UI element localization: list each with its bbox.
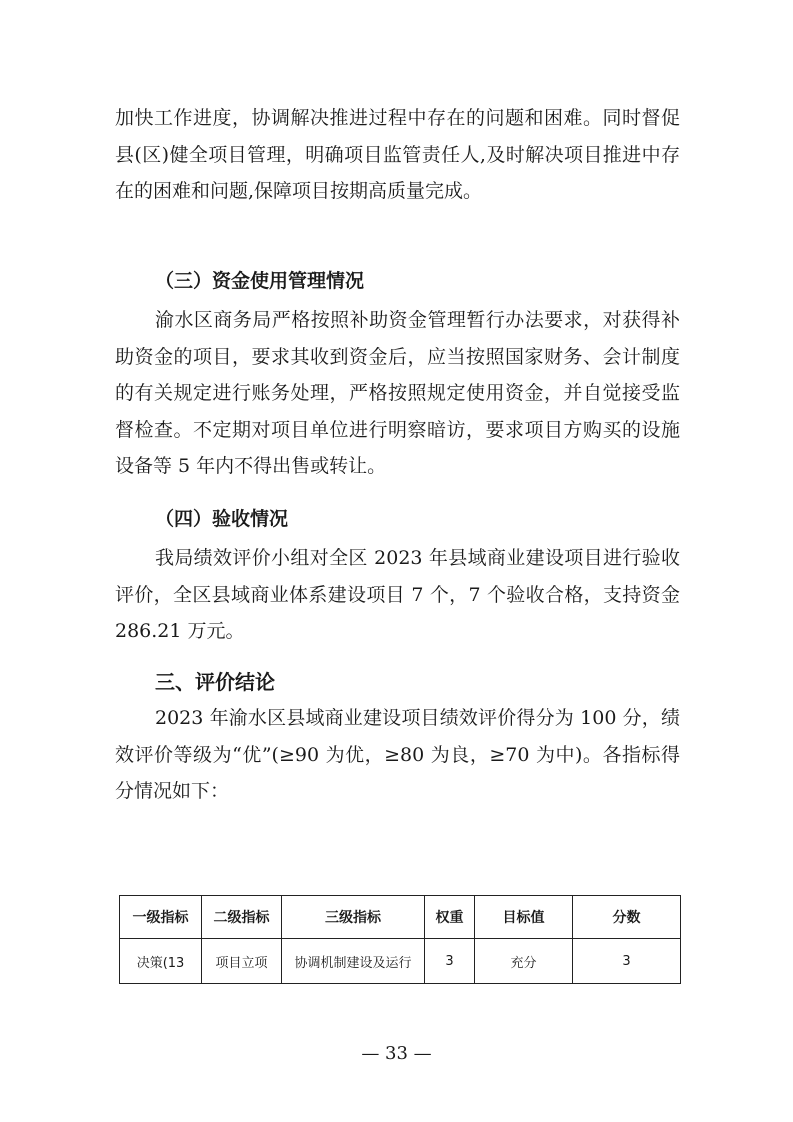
heading-fund-management: （三）资金使用管理情况 xyxy=(155,270,365,292)
heading-acceptance: （四）验收情况 xyxy=(155,508,289,530)
table-header-cell: 目标值 xyxy=(475,896,573,939)
table-cell: 充分 xyxy=(475,939,573,984)
table-row xyxy=(120,939,681,984)
table-header-cell: 一级指标 xyxy=(120,896,202,939)
table-cell: 3 xyxy=(573,939,681,984)
section-title-conclusion: 三、评价结论 xyxy=(155,670,275,694)
table-header-cell: 分数 xyxy=(573,896,681,939)
table-cell: 决策(13 xyxy=(120,939,202,984)
table-cell: 3 xyxy=(425,939,475,984)
page-number: — 33 — xyxy=(361,1043,432,1064)
table-header-cell: 权重 xyxy=(425,896,475,939)
table-cell: 项目立项 xyxy=(202,939,282,984)
paragraph-progress: 加快工作进度，协调解决推进过程中存在的问题和困难。同时督促县(区)健全项目管理，明确项目监管责任人,及时解决项目推进中存在的困难和问题,保障项目按期高质量完成。 xyxy=(115,107,680,202)
table-header-cell: 三级指标 xyxy=(282,896,425,939)
table-header-cell: 二级指标 xyxy=(202,896,282,939)
table-header-row xyxy=(120,896,681,939)
paragraph-conclusion: 2023 年渝水区县域商业建设项目绩效评价得分为 100 分，绩效评价等级为“优”(≥90 为优，≥80 为良，≥70 为中)。各指标得分情况如下： xyxy=(115,707,680,802)
score-table xyxy=(119,895,681,984)
paragraph-fund-management: 渝水区商务局严格按照补助资金管理暂行办法要求，对获得补助资金的项目，要求其收到资金后，应当按照国家财务、会计制度的有关规定进行账务处理，严格按照规定使用资金，并自觉接受监督检查。不定期对项目单位进行明察暗访，要求项目方购买的设施设备等 5 年内不得出售或转让。 xyxy=(115,309,680,477)
paragraph-acceptance: 我局绩效评价小组对全区 2023 年县域商业建设项目进行验收评价，全区县域商业体系建设项目 7 个，7 个验收合格，支持资金 286.21 万元。 xyxy=(115,547,680,642)
table-cell: 协调机制建设及运行 xyxy=(282,939,425,984)
